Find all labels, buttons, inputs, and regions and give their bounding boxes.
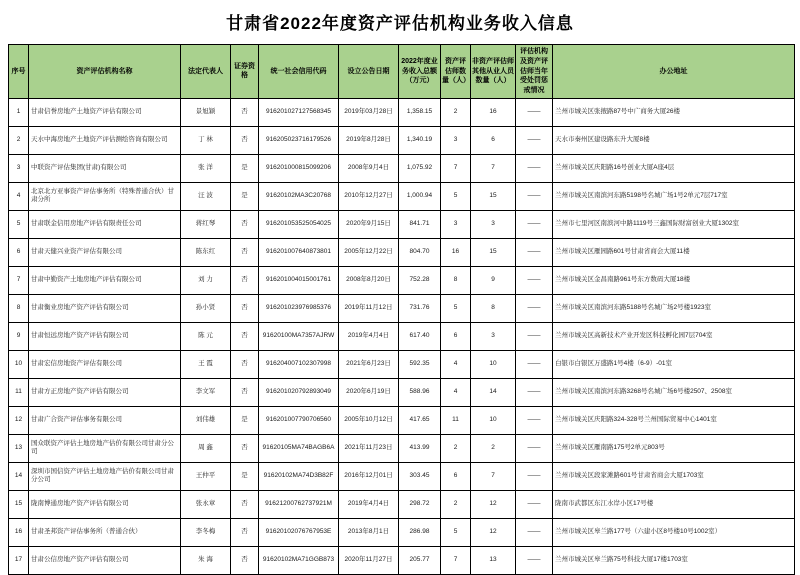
table-cell: —— (516, 350, 553, 378)
table-cell: 景旭颖 (181, 98, 231, 126)
table-cell: 甘肃联金信用房地产评估有限责任公司 (29, 210, 181, 238)
table-cell: 兰州市城关区庆阳路16号创业大厦A座4层 (553, 154, 795, 182)
table-cell: 11 (441, 406, 471, 434)
table-cell: 兰州市城关区雁南路175号2单元803号 (553, 434, 795, 462)
table-cell: 841.71 (399, 210, 441, 238)
table-cell: 8 (471, 294, 516, 322)
table-cell: 李文军 (181, 378, 231, 406)
table-cell: 2020年11月27日 (339, 546, 399, 574)
table-cell: 15 (471, 182, 516, 210)
table-row (9, 294, 795, 322)
table-cell: 陈东红 (181, 238, 231, 266)
table-row (9, 434, 795, 462)
table-cell: 10 (471, 350, 516, 378)
table-cell: 16 (471, 98, 516, 126)
table-cell: —— (516, 98, 553, 126)
table-cell: 中联资产评估集团(甘肃)有限公司 (29, 154, 181, 182)
table-cell: 2 (471, 434, 516, 462)
column-header-office-address: 办公地址 (553, 45, 795, 99)
table-header-row (9, 45, 795, 99)
table-cell: 是 (231, 406, 259, 434)
table-cell: 91620102MA74D3B82F (259, 462, 339, 490)
table-cell: 8 (9, 294, 29, 322)
table-cell: 10 (9, 350, 29, 378)
table-cell: 2019年11月12日 (339, 294, 399, 322)
table-cell: 兰州市城关区南滨河东路5188号名城广场2号楼1923室 (553, 294, 795, 322)
table-cell: 兰州市城关区金昌南路961号东方数码大厦18楼 (553, 266, 795, 294)
table-cell: 6 (9, 238, 29, 266)
table-cell: 2 (9, 126, 29, 154)
table-row (9, 98, 795, 126)
table-cell: 6 (441, 462, 471, 490)
table-cell: 甘肃广合资产评估事务有限公司 (29, 406, 181, 434)
table-cell: 3 (441, 210, 471, 238)
table-cell: 15 (471, 238, 516, 266)
table-row (9, 406, 795, 434)
table-row (9, 350, 795, 378)
table-cell: 否 (231, 238, 259, 266)
table-cell: 731.76 (399, 294, 441, 322)
table-cell: 天水市秦州区建设路东升大厦8楼 (553, 126, 795, 154)
table-cell: 否 (231, 322, 259, 350)
table-row (9, 462, 795, 490)
table-cell: 91620100MA7357AJRW (259, 322, 339, 350)
table-cell: —— (516, 266, 553, 294)
table-cell: 3 (471, 322, 516, 350)
table-cell: 2019年4月4日 (339, 490, 399, 518)
table-cell: 91620102MA3C20768 (259, 182, 339, 210)
table-cell: 916201000815099206 (259, 154, 339, 182)
table-cell: 北京北方亚事资产评估事务所（特殊普通合伙）甘肃分所 (29, 182, 181, 210)
table-row (9, 126, 795, 154)
table-cell: 916201023976985376 (259, 294, 339, 322)
table-cell: 周 鑫 (181, 434, 231, 462)
business-income-table (8, 44, 795, 575)
table-cell: 8 (441, 266, 471, 294)
table-cell: 916201020792893049 (259, 378, 339, 406)
column-header-institution-name: 资产评估机构名称 (29, 45, 181, 99)
table-cell: 3 (471, 210, 516, 238)
table-cell: 王 霞 (181, 350, 231, 378)
table-cell: 兰州市城关区雁园路601号甘肃省商会大厦11楼 (553, 238, 795, 266)
table-cell: 7 (441, 154, 471, 182)
table-cell: 否 (231, 546, 259, 574)
table-row (9, 490, 795, 518)
table-cell: 916201007790706560 (259, 406, 339, 434)
column-header-income-total: 2022年度业务收入总额（万元） (399, 45, 441, 99)
table-cell: 甘肃天健兴业资产评估有限公司 (29, 238, 181, 266)
table-cell: 7 (471, 462, 516, 490)
table-cell: 752.28 (399, 266, 441, 294)
table-cell: 16 (9, 518, 29, 546)
table-cell: 3 (9, 154, 29, 182)
table-cell: —— (516, 182, 553, 210)
table-cell: 12 (471, 518, 516, 546)
table-cell: 否 (231, 266, 259, 294)
table-row (9, 378, 795, 406)
table-row (9, 154, 795, 182)
table-cell: 朱 海 (181, 546, 231, 574)
table-cell: 13 (471, 546, 516, 574)
table-cell: 王仲平 (181, 462, 231, 490)
column-header-appraiser-count: 资产评估师数量（人） (441, 45, 471, 99)
table-cell: 甘肃方正房地产资产评估有限公司 (29, 378, 181, 406)
table-cell: 91620105MA74BAGB6A (259, 434, 339, 462)
table-cell: 陈 元 (181, 322, 231, 350)
table-row (9, 238, 795, 266)
table-cell: 4 (9, 182, 29, 210)
table-cell: 588.96 (399, 378, 441, 406)
table-cell: 91620102MA71GGB873 (259, 546, 339, 574)
table-cell: 916205023716179526 (259, 126, 339, 154)
table-cell: 303.45 (399, 462, 441, 490)
table-row (9, 210, 795, 238)
table-cell: 兰州市城关区高新技术产业开发区科技孵化园7层704室 (553, 322, 795, 350)
table-cell: 7 (471, 154, 516, 182)
table-cell: 6 (441, 322, 471, 350)
column-header-securities-qualification: 证券资格 (231, 45, 259, 99)
table-cell: —— (516, 154, 553, 182)
table-cell: 张 洋 (181, 154, 231, 182)
table-cell: 916204007102307998 (259, 350, 339, 378)
column-header-punishment: 评估机构及资产评估师当年受处罚惩戒情况 (516, 45, 553, 99)
table-cell: 陇南市武都区东江水岸小区17号楼 (553, 490, 795, 518)
table-cell: 916201007640873801 (259, 238, 339, 266)
table-cell: 2020年6月19日 (339, 378, 399, 406)
table-cell: 1 (9, 98, 29, 126)
table-cell: 2005年10月12日 (339, 406, 399, 434)
table-cell: 9 (471, 266, 516, 294)
table-cell: 1,340.19 (399, 126, 441, 154)
table-cell: 5 (441, 294, 471, 322)
table-cell: 白银市白银区万盛路1号4楼（6-9）-01室 (553, 350, 795, 378)
table-cell: 592.35 (399, 350, 441, 378)
table-cell: —— (516, 322, 553, 350)
table-cell: 5 (441, 518, 471, 546)
table-cell: 9 (9, 322, 29, 350)
table-cell: 13 (9, 434, 29, 462)
table-cell: 甘肃圣邦资产评估事务所（普通合伙） (29, 518, 181, 546)
table-cell: 16 (441, 238, 471, 266)
table-cell: 7 (441, 546, 471, 574)
table-cell: 617.40 (399, 322, 441, 350)
table-cell: 兰州市城关区南滨河东路3268号名城广场6号楼2507、2508室 (553, 378, 795, 406)
table-row (9, 182, 795, 210)
table-row (9, 518, 795, 546)
table-cell: 2020年9月15日 (339, 210, 399, 238)
table-cell: 甘肃恒远房地产资产评估有限公司 (29, 322, 181, 350)
table-cell: 804.70 (399, 238, 441, 266)
table-cell: 91621200762737921M (259, 490, 339, 518)
page-title: 甘肃省2022年度资产评估机构业务收入信息 (226, 14, 574, 33)
table-cell: 1,000.94 (399, 182, 441, 210)
table-cell: 否 (231, 378, 259, 406)
table-cell: 12 (9, 406, 29, 434)
column-header-credit-code: 统一社会信用代码 (259, 45, 339, 99)
table-body (9, 98, 795, 574)
table-cell: 是 (231, 182, 259, 210)
table-cell: 2021年6月23日 (339, 350, 399, 378)
column-header-other-staff-count: 非资产评估师其他从业人员数量（人） (471, 45, 516, 99)
table-cell: 甘肃公信房地产资产评估有限公司 (29, 546, 181, 574)
table-cell: 15 (9, 490, 29, 518)
table-cell: 2008年9月4日 (339, 154, 399, 182)
table-cell: 7 (9, 266, 29, 294)
table-cell: —— (516, 238, 553, 266)
table-header (9, 45, 795, 99)
table-cell: 2019年03月28日 (339, 98, 399, 126)
table-cell: 286.98 (399, 518, 441, 546)
table-cell: 甘肃信誉房地产土地资产评估有限公司 (29, 98, 181, 126)
table-cell: 12 (471, 490, 516, 518)
table-cell: 2 (441, 434, 471, 462)
table-cell: 5 (9, 210, 29, 238)
table-cell: 孙小贤 (181, 294, 231, 322)
table-cell: 否 (231, 518, 259, 546)
table-cell: 2021年11月23日 (339, 434, 399, 462)
table-cell: 丁 林 (181, 126, 231, 154)
table-cell: 417.65 (399, 406, 441, 434)
table-cell: 1,075.92 (399, 154, 441, 182)
table-cell: 5 (441, 182, 471, 210)
table-cell: 14 (471, 378, 516, 406)
table-cell: 张永章 (181, 490, 231, 518)
table-cell: 甘肃中勤资产土地房地产评估有限公司 (29, 266, 181, 294)
table-cell: 否 (231, 434, 259, 462)
table-cell: 2019年4月4日 (339, 322, 399, 350)
table-cell: 205.77 (399, 546, 441, 574)
table-cell: 刘 力 (181, 266, 231, 294)
table-cell: 是 (231, 154, 259, 182)
table-cell: 兰州市城关区张掖路87号中广商务大厦26楼 (553, 98, 795, 126)
table-cell: 91620102076767953E (259, 518, 339, 546)
table-row (9, 266, 795, 294)
table-cell: 甘肃衡业房地产资产评估有限公司 (29, 294, 181, 322)
table-cell: 298.72 (399, 490, 441, 518)
table-cell: 兰州市城关区皋兰路177号（六建小区8号楼10号1002室） (553, 518, 795, 546)
table-cell: 3 (441, 126, 471, 154)
table-cell: 1,358.15 (399, 98, 441, 126)
table-row (9, 322, 795, 350)
table-cell: 413.99 (399, 434, 441, 462)
table-cell: 2 (441, 98, 471, 126)
table-cell: —— (516, 378, 553, 406)
table-cell: 国众联资产评估土地房地产估价有限公司甘肃分公司 (29, 434, 181, 462)
table-cell: —— (516, 434, 553, 462)
table-cell: 否 (231, 126, 259, 154)
table-cell: 2008年8月20日 (339, 266, 399, 294)
table-cell: 兰州市七里河区南滨河中路1119号三鑫国际财富创业大厦1302室 (553, 210, 795, 238)
table-cell: —— (516, 210, 553, 238)
table-cell: 甘肃宏信房地资产评估有限公司 (29, 350, 181, 378)
table-cell: 11 (9, 378, 29, 406)
table-cell: 深圳市国信资产评估土地房地产估价有限公司甘肃分公司 (29, 462, 181, 490)
column-header-legal-representative: 法定代表人 (181, 45, 231, 99)
table-cell: 916201027127568345 (259, 98, 339, 126)
table-cell: —— (516, 294, 553, 322)
table-cell: 兰州市城关区庆阳路324-328号兰州国际贸易中心1401室 (553, 406, 795, 434)
table-cell: 蒋红琴 (181, 210, 231, 238)
table-cell: 否 (231, 210, 259, 238)
table-cell: —— (516, 490, 553, 518)
table-cell: 4 (441, 378, 471, 406)
table-cell: 汪 波 (181, 182, 231, 210)
table-cell: 兰州市城关区南滨河东路5198号名城广场1号2单元7层717室 (553, 182, 795, 210)
table-cell: 2010年12月27日 (339, 182, 399, 210)
table-cell: 916201004015001761 (259, 266, 339, 294)
table-cell: —— (516, 406, 553, 434)
table-cell: 李冬梅 (181, 518, 231, 546)
table-cell: —— (516, 126, 553, 154)
table-cell: 4 (441, 350, 471, 378)
table-cell: —— (516, 518, 553, 546)
table-cell: 2016年12月01日 (339, 462, 399, 490)
table-cell: 2005年12月22日 (339, 238, 399, 266)
table-cell: 916201053525054025 (259, 210, 339, 238)
table-cell: 刘伟雄 (181, 406, 231, 434)
table-cell: 2019年8月28日 (339, 126, 399, 154)
table-cell: 10 (471, 406, 516, 434)
table-cell: 14 (9, 462, 29, 490)
table-cell: 2 (441, 490, 471, 518)
table-cell: 陇南博通房地产资产评估有限公司 (29, 490, 181, 518)
column-header-index: 序号 (9, 45, 29, 99)
table-cell: 2013年8月1日 (339, 518, 399, 546)
table-cell: 否 (231, 350, 259, 378)
table-cell: —— (516, 462, 553, 490)
column-header-establish-date: 设立公告日期 (339, 45, 399, 99)
table-cell: 6 (471, 126, 516, 154)
table-row (9, 546, 795, 574)
table-cell: —— (516, 546, 553, 574)
table-cell: 否 (231, 490, 259, 518)
table-cell: 天水中海房地产土地资产评估测绘咨询有限公司 (29, 126, 181, 154)
table-cell: 否 (231, 98, 259, 126)
table-cell: 是 (231, 462, 259, 490)
table-cell: 兰州市城关区段家滩路601号甘肃省商会大厦1703室 (553, 462, 795, 490)
table-cell: 否 (231, 294, 259, 322)
table-cell: 17 (9, 546, 29, 574)
table-cell: 兰州市城关区皋兰路75号科技大厦17楼1703室 (553, 546, 795, 574)
